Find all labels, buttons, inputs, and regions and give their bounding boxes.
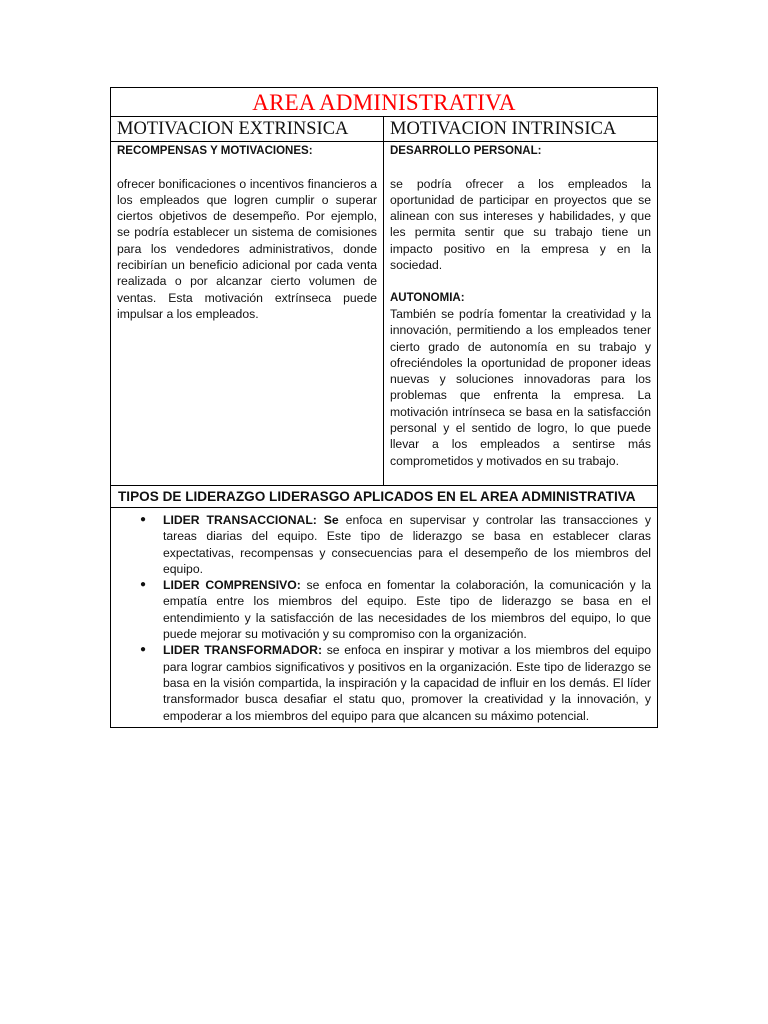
leader-description: enfoca en supervisar y controlar las transacciones y tareas diarias del equipo. Este tipo de liderazgo se basa en establecer claras expectativas, recompensas y consecuencias para el desempeño de los miembros del equipo. [163, 513, 651, 576]
leader-name: LIDER COMPRENSIVO: [163, 578, 301, 593]
document-title: AREA ADMINISTRATIVA [252, 89, 516, 115]
intrinsic-paragraph: se podría ofrecer a los empleados la oportunidad de participar en proyectos que se alinean con sus intereses y habilidades, y que les permita sentir que su trabajo tiene un impacto positivo en la empresa y en la sociedad. [390, 176, 651, 273]
bullet-icon: ● [140, 514, 147, 525]
extrinsic-cell [111, 142, 384, 485]
list-item [140, 577, 651, 642]
bullet-icon: ● [140, 644, 147, 656]
spacer [117, 159, 377, 175]
bullet-icon: ● [140, 579, 147, 591]
leadership-heading: TIPOS DE LIDERAZGO LIDERASGO APLICADOS EN EL AREA ADMINISTRATIVA [118, 488, 636, 504]
column-headers-row [111, 117, 657, 142]
header-intrinsic: MOTIVACION INTRINSICA [390, 119, 617, 139]
header-extrinsic: MOTIVACION EXTRINSICA [111, 117, 384, 141]
list-item [140, 642, 652, 723]
leader-name: LIDER TRANSFORMADOR: [163, 643, 323, 658]
leadership-heading-row [111, 486, 657, 508]
autonomy-paragraph: También se podría fomentar la creatividad y la innovación, permitiendo a los empleados tener cierto grado de autonomía en su trabajo y ofreciéndoles la oportunidad de proponer ideas nuevas y soluciones innovadoras para los problemas que enfrenta la empresa. La motivación intrínseca se basa en la satisfacción personal y el sentido de logro, lo que puede llevar a los empleados a sentirse más comprometidos y motivados en su trabajo. [390, 306, 651, 468]
spacer [390, 273, 651, 289]
extrinsic-paragraph: ofrecer bonificaciones o incentivos financieros a los empleados que logren cumplir o superar ciertos objetivos de desempeño. Por ejemplo, se podría establecer un sistema de comisiones para los vendedores administrativos, donde recibirían un beneficio adicional por cada venta realizada o por alcanzar cierto volumen de ventas. Esta motivación extrínseca puede impulsar a los empleados. [117, 176, 377, 321]
document-table [110, 87, 658, 728]
list-item [140, 512, 651, 577]
leadership-list [111, 512, 651, 724]
leader-description: se enfoca en inspirar y motivar a los miembros del equipo para lograr cambios significativos y positivos en la organización. Este tipo de liderazgo se basa en la visión compartida, la inspiración y la capacidad de influir en los demás. El líder transformador busca desafiar el statu quo, promover la creatividad y la innovación, y empoderar a los miembros del equipo para que alcancen su máximo potencial. [163, 643, 652, 723]
motivation-content-row [111, 142, 657, 486]
leadership-list-row [111, 508, 657, 727]
leader-name: LIDER TRANSACCIONAL: Se [163, 513, 339, 527]
title-row [111, 88, 657, 117]
spacer [390, 159, 651, 175]
autonomy-section-heading: AUTONOMIA: [390, 291, 465, 304]
leader-description: se enfoca en fomentar la colaboración, la comunicación y la empatía entre los miembros del equipo. Este tipo de liderazgo se basa en el entendimiento y la satisfacción de las necesidades de los miembros del equipo, lo que puede mejorar su motivación y su compromiso con la organización. [163, 578, 651, 642]
intrinsic-cell [384, 142, 657, 485]
intrinsic-section-heading: DESARROLLO PERSONAL: [390, 145, 542, 157]
extrinsic-section-heading: RECOMPENSAS Y MOTIVACIONES: [117, 145, 313, 157]
